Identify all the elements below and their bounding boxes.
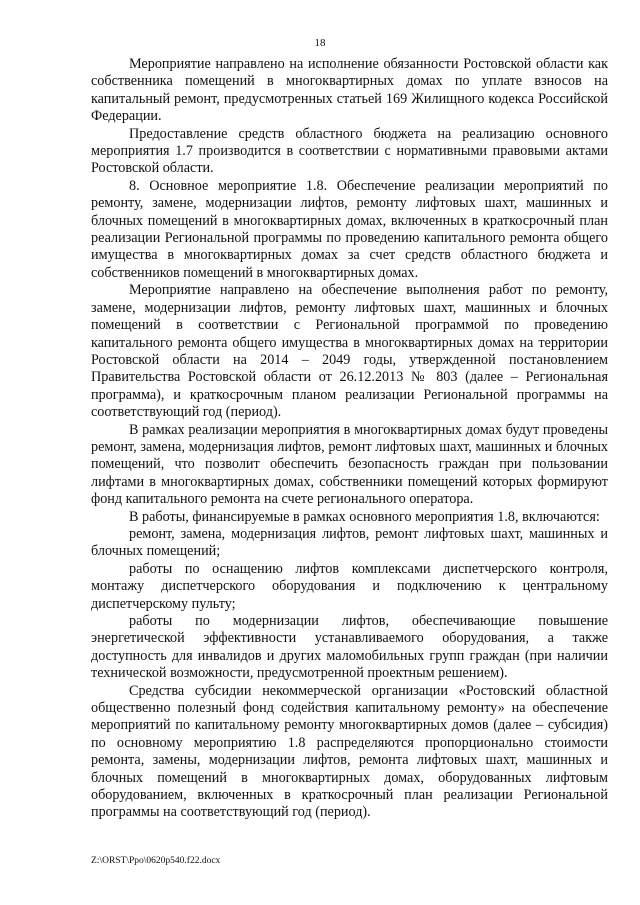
list-item-paragraph: работы по оснащению лифтов комплексами диспетчерского контроля, монтажу диспетчерского оборудования и подключению к центральному диспетчерскому пульту; bbox=[91, 560, 608, 612]
paragraph: Предоставление средств областного бюджета на реализацию основного мероприятия 1.7 производится в соответствии с нормативными правовыми актами Ростовской области. bbox=[91, 125, 608, 177]
paragraph: В работы, финансируемые в рамках основного мероприятия 1.8, включаются: bbox=[129, 508, 600, 525]
paragraph: Средства субсидии некоммерческой организации «Ростовский областной общественно полезный фонд содействия капитальному ремонту» на обеспечение мероприятий по капитальному ремонту многоквартирных домов (далее – субсидия) по основному мероприятию 1.8 распределяются пропорционально стоимости ремонта, замены, модернизации лифтов, ремонта лифтовых шахт, машинных и блочных помещений в многоквартирных домах, оборудованных лифтовым оборудованием, включенных в краткосрочный план реализации Региональной программы на соответствующий год (период). bbox=[91, 682, 608, 821]
document-body bbox=[91, 56, 608, 822]
paragraph: В рамках реализации мероприятия в многоквартирных домах будут проведены ремонт, замена, модернизация лифтов, ремонт лифтовых шахт, машинных и блочных помещений, что позволит обеспечить безопасность граждан при пользовании лифтами в многоквартирных домах, собственники помещений которых формируют фонд капитального ремонта на счете регионального оператора. bbox=[91, 421, 608, 508]
paragraph: Мероприятие направлено на исполнение обязанности Ростовской области как собственника помещений в многоквартирных домах по уплате взносов на капитальный ремонт, предусмотренных статьей 169 Жилищного кодекса Российской Федерации. bbox=[91, 56, 608, 125]
list-item-paragraph: работы по модернизации лифтов, обеспечивающие повышение энергетической эффективности устанавливаемого оборудования, а также доступность для инвалидов и других маломобильных групп граждан (при наличии технической возможности, предусмотренной проектным решением). bbox=[91, 613, 608, 682]
paragraph: Мероприятие направлено на обеспечение выполнения работ по ремонту, замене, модернизации лифтов, ремонту лифтовых шахт, машинных и блочных помещений в соответствии с Региональной программой по проведению капитального ремонта общего имущества в многоквартирных домах на территории Ростовской области на 2014 – 2049 годы, утвержденной постановлением Правительства Ростовской области от 26.12.2013 № 803 (далее – Региональная программа), и краткосрочным планом реализации Региональной программы на соответствующий год (период). bbox=[91, 282, 608, 421]
list-item-paragraph: ремонт, замена, модернизация лифтов, ремонт лифтовых шахт, машинных и блочных помещений; bbox=[91, 525, 608, 560]
paragraph: 8. Основное мероприятие 1.8. Обеспечение реализации мероприятий по ремонту, замене, модернизации лифтов, ремонту лифтовых шахт, машинных и блочных помещений в многоквартирных домах, включенных в краткосрочный план реализации Региональной программы по проведению капитального ремонта общего имущества в многоквартирных домах за счет средств областного бюджета и собственников помещений в многоквартирных домах. bbox=[91, 177, 608, 281]
file-path-footer: Z:\ORST\Ppo\0620p540.f22.docx bbox=[91, 856, 221, 866]
page-number: 18 bbox=[314, 37, 326, 49]
